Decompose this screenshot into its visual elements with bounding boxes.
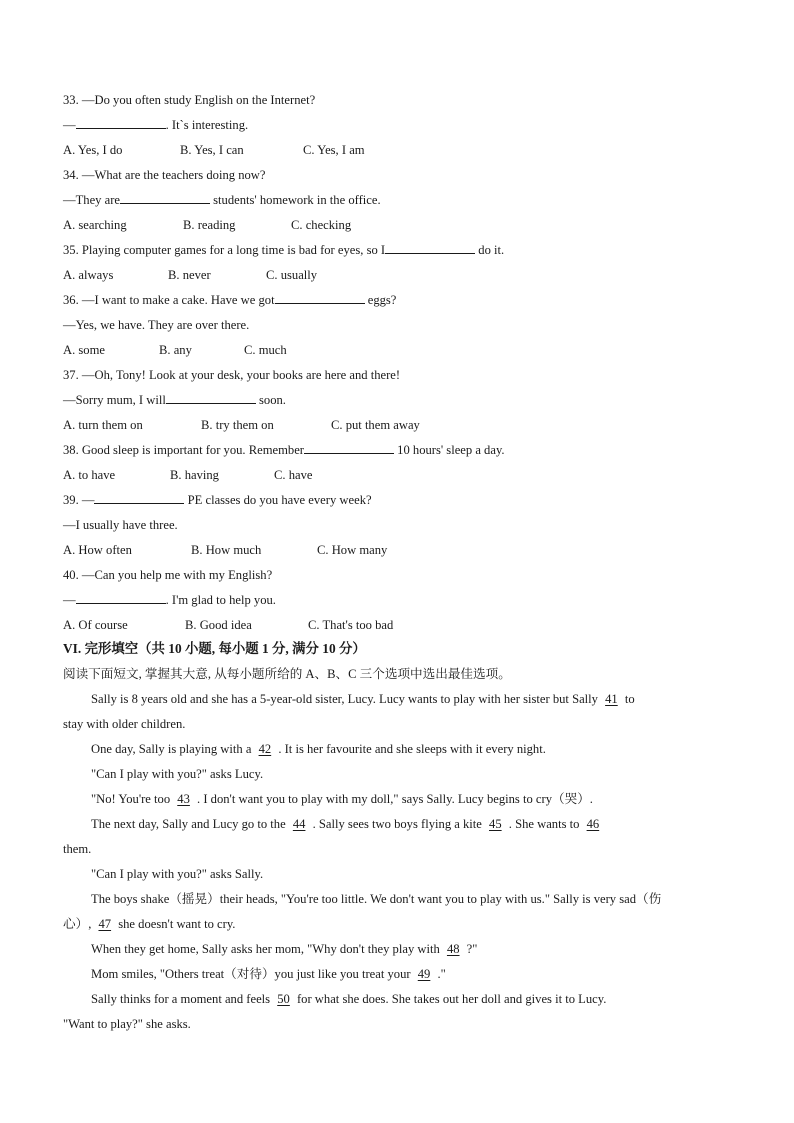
- passage-line: [91, 816, 603, 832]
- passage-text: . She wants to: [505, 817, 583, 831]
- reply-text: soon.: [255, 393, 286, 407]
- option-a: A. to have: [63, 468, 116, 482]
- reply-text: . I'm glad to help you.: [165, 593, 276, 607]
- passage-line: [91, 991, 606, 1007]
- answer-blank: [166, 392, 256, 404]
- question-36: [63, 292, 396, 308]
- option-b: B. How much: [191, 543, 262, 557]
- blank-41: 41: [605, 692, 618, 706]
- passage-text: The next day, Sally and Lucy go to the: [91, 817, 289, 831]
- passage-text: she doesn't want to cry.: [115, 917, 236, 931]
- stem-text: 35. Playing computer games for a long time is bad for eyes, so I: [63, 243, 386, 257]
- question-40-reply: [63, 592, 276, 608]
- blank-44: 44: [292, 817, 306, 831]
- option-a: A. turn them on: [63, 418, 143, 432]
- question-33: 33. —Do you often study English on the Internet?: [63, 93, 316, 107]
- option-c: C. That's too bad: [308, 618, 394, 632]
- stem-text: 38. Good sleep is important for you. Remember: [63, 443, 304, 457]
- answer-blank: [120, 192, 210, 204]
- option-c: C. put them away: [331, 418, 420, 432]
- option-a: A. Of course: [63, 618, 128, 632]
- blank-49: 49: [417, 967, 431, 981]
- answer-blank: [76, 117, 166, 129]
- option-c: C. Yes, I am: [303, 143, 365, 157]
- passage-text: ?": [463, 942, 478, 956]
- passage-text: When they get home, Sally asks her mom, "Why don't they play with: [91, 942, 443, 956]
- option-c: C. How many: [317, 543, 388, 557]
- passage-line: The boys shake（摇晃）their heads, "You're too little. We don't want you to play with us." Sally is very sad（伤: [91, 892, 662, 906]
- passage-line: stay with older children.: [63, 717, 186, 731]
- passage-text: for what she does. She takes out her doll and gives it to Lucy.: [293, 992, 607, 1006]
- blank-50: 50: [277, 992, 290, 1006]
- question-38: [63, 442, 505, 458]
- option-c: C. have: [274, 468, 313, 482]
- blank-47: 47: [98, 917, 112, 931]
- question-39: [63, 492, 372, 508]
- passage-line: "Can I play with you?" asks Lucy.: [91, 767, 264, 781]
- dash: —: [63, 593, 76, 607]
- dash: —: [63, 118, 76, 132]
- question-40: 40. —Can you help me with my English?: [63, 568, 273, 582]
- reply-text: —They are: [63, 193, 120, 207]
- question-37: 37. —Oh, Tony! Look at your desk, your books are here and there!: [63, 368, 401, 382]
- passage-line: [91, 966, 446, 982]
- reply-text: —Sorry mum, I will: [63, 393, 166, 407]
- passage-text: "No! You're too: [91, 792, 174, 806]
- option-c: C. checking: [291, 218, 352, 232]
- passage-line: [91, 941, 477, 957]
- option-a: A. How often: [63, 543, 132, 557]
- passage-text: . I don't want you to play with my doll," says Sally. Lucy begins to cry（哭）.: [193, 792, 593, 806]
- option-c: C. much: [244, 343, 287, 357]
- reply-text: . It`s interesting.: [165, 118, 249, 132]
- passage-line: [91, 741, 546, 757]
- option-b: B. Good idea: [185, 618, 252, 632]
- option-b: B. never: [168, 268, 211, 282]
- answer-blank: [94, 492, 184, 504]
- blank-45: 45: [489, 817, 502, 831]
- option-a: A. searching: [63, 218, 127, 232]
- question-33-reply: [63, 117, 248, 133]
- stem-text: 36. —I want to make a cake. Have we got: [63, 293, 275, 307]
- stem-text: do it.: [475, 243, 505, 257]
- passage-text: . It is her favourite and she sleeps with it every night.: [275, 742, 546, 756]
- question-39-reply: —I usually have three.: [63, 518, 178, 532]
- blank-43: 43: [177, 792, 190, 806]
- answer-blank: [304, 442, 394, 454]
- passage-text: to: [621, 692, 635, 706]
- blank-48: 48: [446, 942, 460, 956]
- option-c: C. usually: [266, 268, 318, 282]
- reply-text: students' homework in the office.: [210, 193, 381, 207]
- passage-text: Sally is 8 years old and she has a 5-year-old sister, Lucy. Lucy wants to play with her sister but Sally: [91, 692, 602, 706]
- question-34: 34. —What are the teachers doing now?: [63, 168, 266, 182]
- question-36-reply: —Yes, we have. They are over there.: [63, 318, 250, 332]
- passage-line: [91, 691, 635, 707]
- stem-text: PE classes do you have every week?: [184, 493, 372, 507]
- stem-text: 39. —: [63, 493, 95, 507]
- blank-42: 42: [258, 742, 272, 756]
- answer-blank: [76, 592, 166, 604]
- option-b: B. Yes, I can: [180, 143, 244, 157]
- option-b: B. try them on: [201, 418, 274, 432]
- passage-text: . Sally sees two boys flying a kite: [309, 817, 486, 831]
- passage-text: Sally thinks for a moment and feels: [91, 992, 274, 1006]
- option-a: A. some: [63, 343, 105, 357]
- question-34-reply: [63, 192, 381, 208]
- option-a: A. always: [63, 268, 114, 282]
- option-b: B. having: [170, 468, 219, 482]
- answer-blank: [385, 242, 475, 254]
- passage-line: "Can I play with you?" asks Sally.: [91, 867, 264, 881]
- question-37-reply: [63, 392, 286, 408]
- passage-text: 心）,: [63, 917, 95, 931]
- passage-text: One day, Sally is playing with a: [91, 742, 255, 756]
- question-35: [63, 242, 504, 258]
- stem-text: 10 hours' sleep a day.: [394, 443, 505, 457]
- passage-line: "Want to play?" she asks.: [63, 1017, 191, 1031]
- option-a: A. Yes, I do: [63, 143, 123, 157]
- stem-text: eggs?: [364, 293, 397, 307]
- passage-line: them.: [63, 842, 92, 856]
- passage-text: Mom smiles, "Others treat（对待）you just like you treat your: [91, 967, 414, 981]
- option-b: B. reading: [183, 218, 236, 232]
- blank-46: 46: [586, 817, 600, 831]
- section-heading: VI. 完形填空（共 10 小题, 每小题 1 分, 满分 10 分）: [63, 641, 366, 656]
- answer-blank: [275, 292, 365, 304]
- passage-line: [63, 916, 235, 932]
- passage-text: .": [434, 967, 446, 981]
- passage-line: [91, 791, 593, 807]
- option-b: B. any: [159, 343, 192, 357]
- section-directions: 阅读下面短文, 掌握其大意, 从每小题所给的 A、B、C 三个选项中选出最佳选项。: [63, 667, 511, 681]
